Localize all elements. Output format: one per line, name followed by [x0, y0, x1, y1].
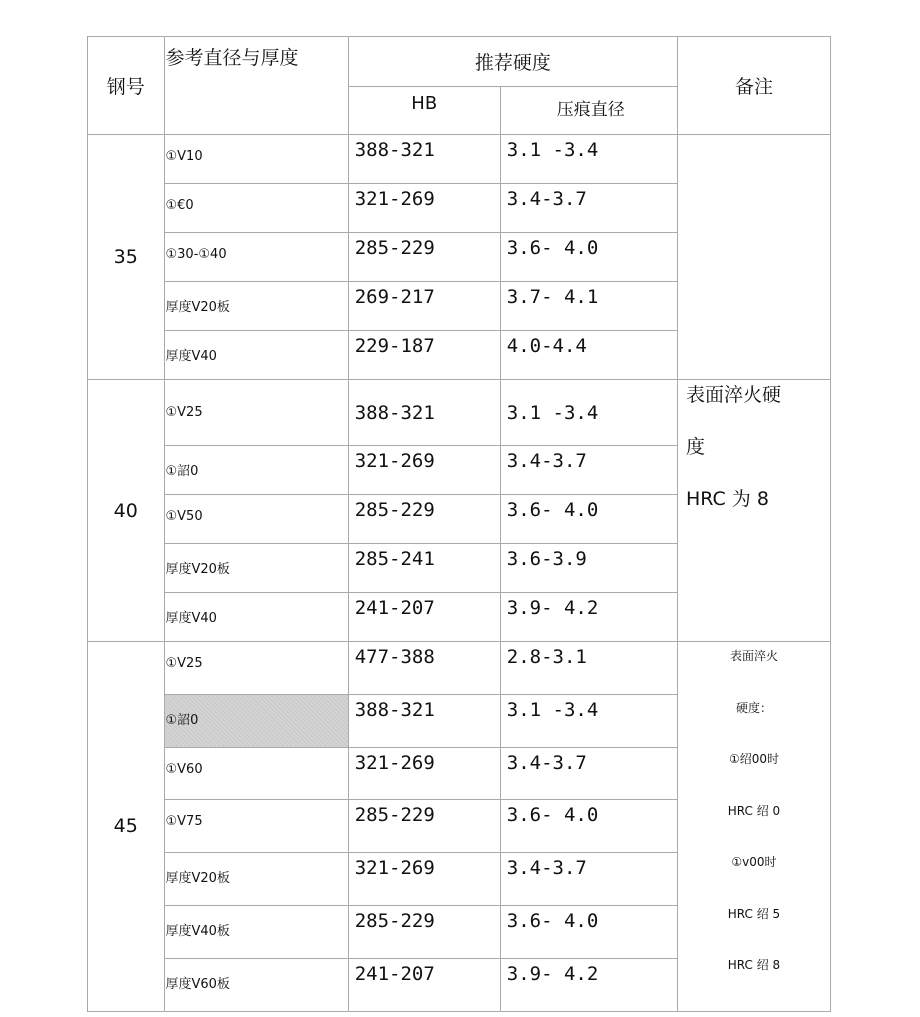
hardness-table	[87, 36, 831, 1012]
hb-cell: 241-207	[348, 593, 500, 642]
reference-cell: 厚度V20板	[164, 544, 348, 593]
hb-cell: 388-321	[348, 694, 500, 747]
table-row	[88, 642, 831, 695]
reference-cell: ①V25	[164, 380, 348, 446]
diameter-cell: 2.8-3.1	[500, 642, 677, 695]
diameter-cell: 3.9- 4.2	[500, 958, 677, 1011]
diameter-cell: 3.6- 4.0	[500, 233, 677, 282]
header-hb: HB	[348, 87, 500, 135]
reference-cell: ①€0	[164, 184, 348, 233]
hb-cell: 285-229	[348, 905, 500, 958]
remarks-line: HRC 绍 8	[727, 958, 781, 972]
diameter-cell: 3.4-3.7	[500, 747, 677, 800]
reference-cell: ①V50	[164, 495, 348, 544]
table-row	[88, 135, 831, 184]
diameter-cell: 3.9- 4.2	[500, 593, 677, 642]
remarks-line: ①v00时	[731, 855, 777, 869]
table-row	[88, 380, 831, 446]
reference-cell: 厚度V20板	[164, 282, 348, 331]
grade-cell: 40	[88, 380, 165, 642]
remarks-line: 度	[685, 436, 705, 458]
remarks-line: HRC 绍 0	[727, 803, 781, 818]
hb-cell: 321-269	[348, 853, 500, 906]
header-recommended-hardness: 推荐硬度	[348, 37, 677, 87]
hb-cell: 388-321	[348, 380, 500, 446]
reference-cell: ①V10	[164, 135, 348, 184]
diameter-cell: 3.1 -3.4	[500, 135, 677, 184]
hb-cell: 388-321	[348, 135, 500, 184]
reference-cell: ①詔0	[164, 446, 348, 495]
reference-cell: 厚度V40	[164, 331, 348, 380]
remarks-line: 表面淬火硬	[685, 384, 781, 406]
reference-cell: ①V25	[164, 642, 348, 695]
reference-cell: 厚度V40	[164, 593, 348, 642]
remarks-line: 硬度：	[735, 700, 772, 715]
reference-cell: ①V60	[164, 747, 348, 800]
header-reference: 参考直径与厚度	[164, 37, 348, 135]
reference-cell: 厚度V40板	[164, 905, 348, 958]
hb-cell: 321-269	[348, 184, 500, 233]
diameter-cell: 3.6- 4.0	[500, 495, 677, 544]
header-grade: 钢号	[88, 37, 165, 135]
grade-cell: 45	[88, 642, 165, 1012]
header-row	[88, 37, 831, 87]
remarks-cell	[677, 642, 830, 1012]
diameter-cell: 4.0-4.4	[500, 331, 677, 380]
diameter-cell: 3.1 -3.4	[500, 380, 677, 446]
hb-cell: 321-269	[348, 446, 500, 495]
hb-cell: 285-241	[348, 544, 500, 593]
hb-cell: 477-388	[348, 642, 500, 695]
hb-cell: 285-229	[348, 495, 500, 544]
hb-cell: 285-229	[348, 233, 500, 282]
diameter-cell: 3.6-3.9	[500, 544, 677, 593]
diameter-cell: 3.7- 4.1	[500, 282, 677, 331]
reference-cell: ①30-①40	[164, 233, 348, 282]
reference-cell: ①V75	[164, 800, 348, 853]
remarks-line: HRC 为 8	[685, 488, 769, 510]
grade-cell: 35	[88, 135, 165, 380]
reference-cell: 厚度V20板	[164, 853, 348, 906]
diameter-cell: 3.6- 4.0	[500, 905, 677, 958]
reference-cell-highlighted: ①詔0	[164, 694, 348, 747]
remarks-cell	[677, 380, 830, 642]
diameter-cell: 3.1 -3.4	[500, 694, 677, 747]
hb-cell: 241-207	[348, 958, 500, 1011]
diameter-cell: 3.4-3.7	[500, 446, 677, 495]
diameter-cell: 3.4-3.7	[500, 184, 677, 233]
remarks-line: ①绍00时	[728, 752, 779, 766]
hb-cell: 229-187	[348, 331, 500, 380]
header-indent-diameter: 压痕直径	[500, 87, 677, 135]
remarks-cell-empty	[677, 135, 830, 380]
remarks-line: HRC 绍 5	[727, 906, 781, 921]
hb-cell: 285-229	[348, 800, 500, 853]
reference-cell: 厚度V60板	[164, 958, 348, 1011]
diameter-cell: 3.6- 4.0	[500, 800, 677, 853]
header-remarks: 备注	[677, 37, 830, 135]
diameter-cell: 3.4-3.7	[500, 853, 677, 906]
hb-cell: 269-217	[348, 282, 500, 331]
hb-cell: 321-269	[348, 747, 500, 800]
remarks-line: 表面淬火	[729, 649, 778, 663]
